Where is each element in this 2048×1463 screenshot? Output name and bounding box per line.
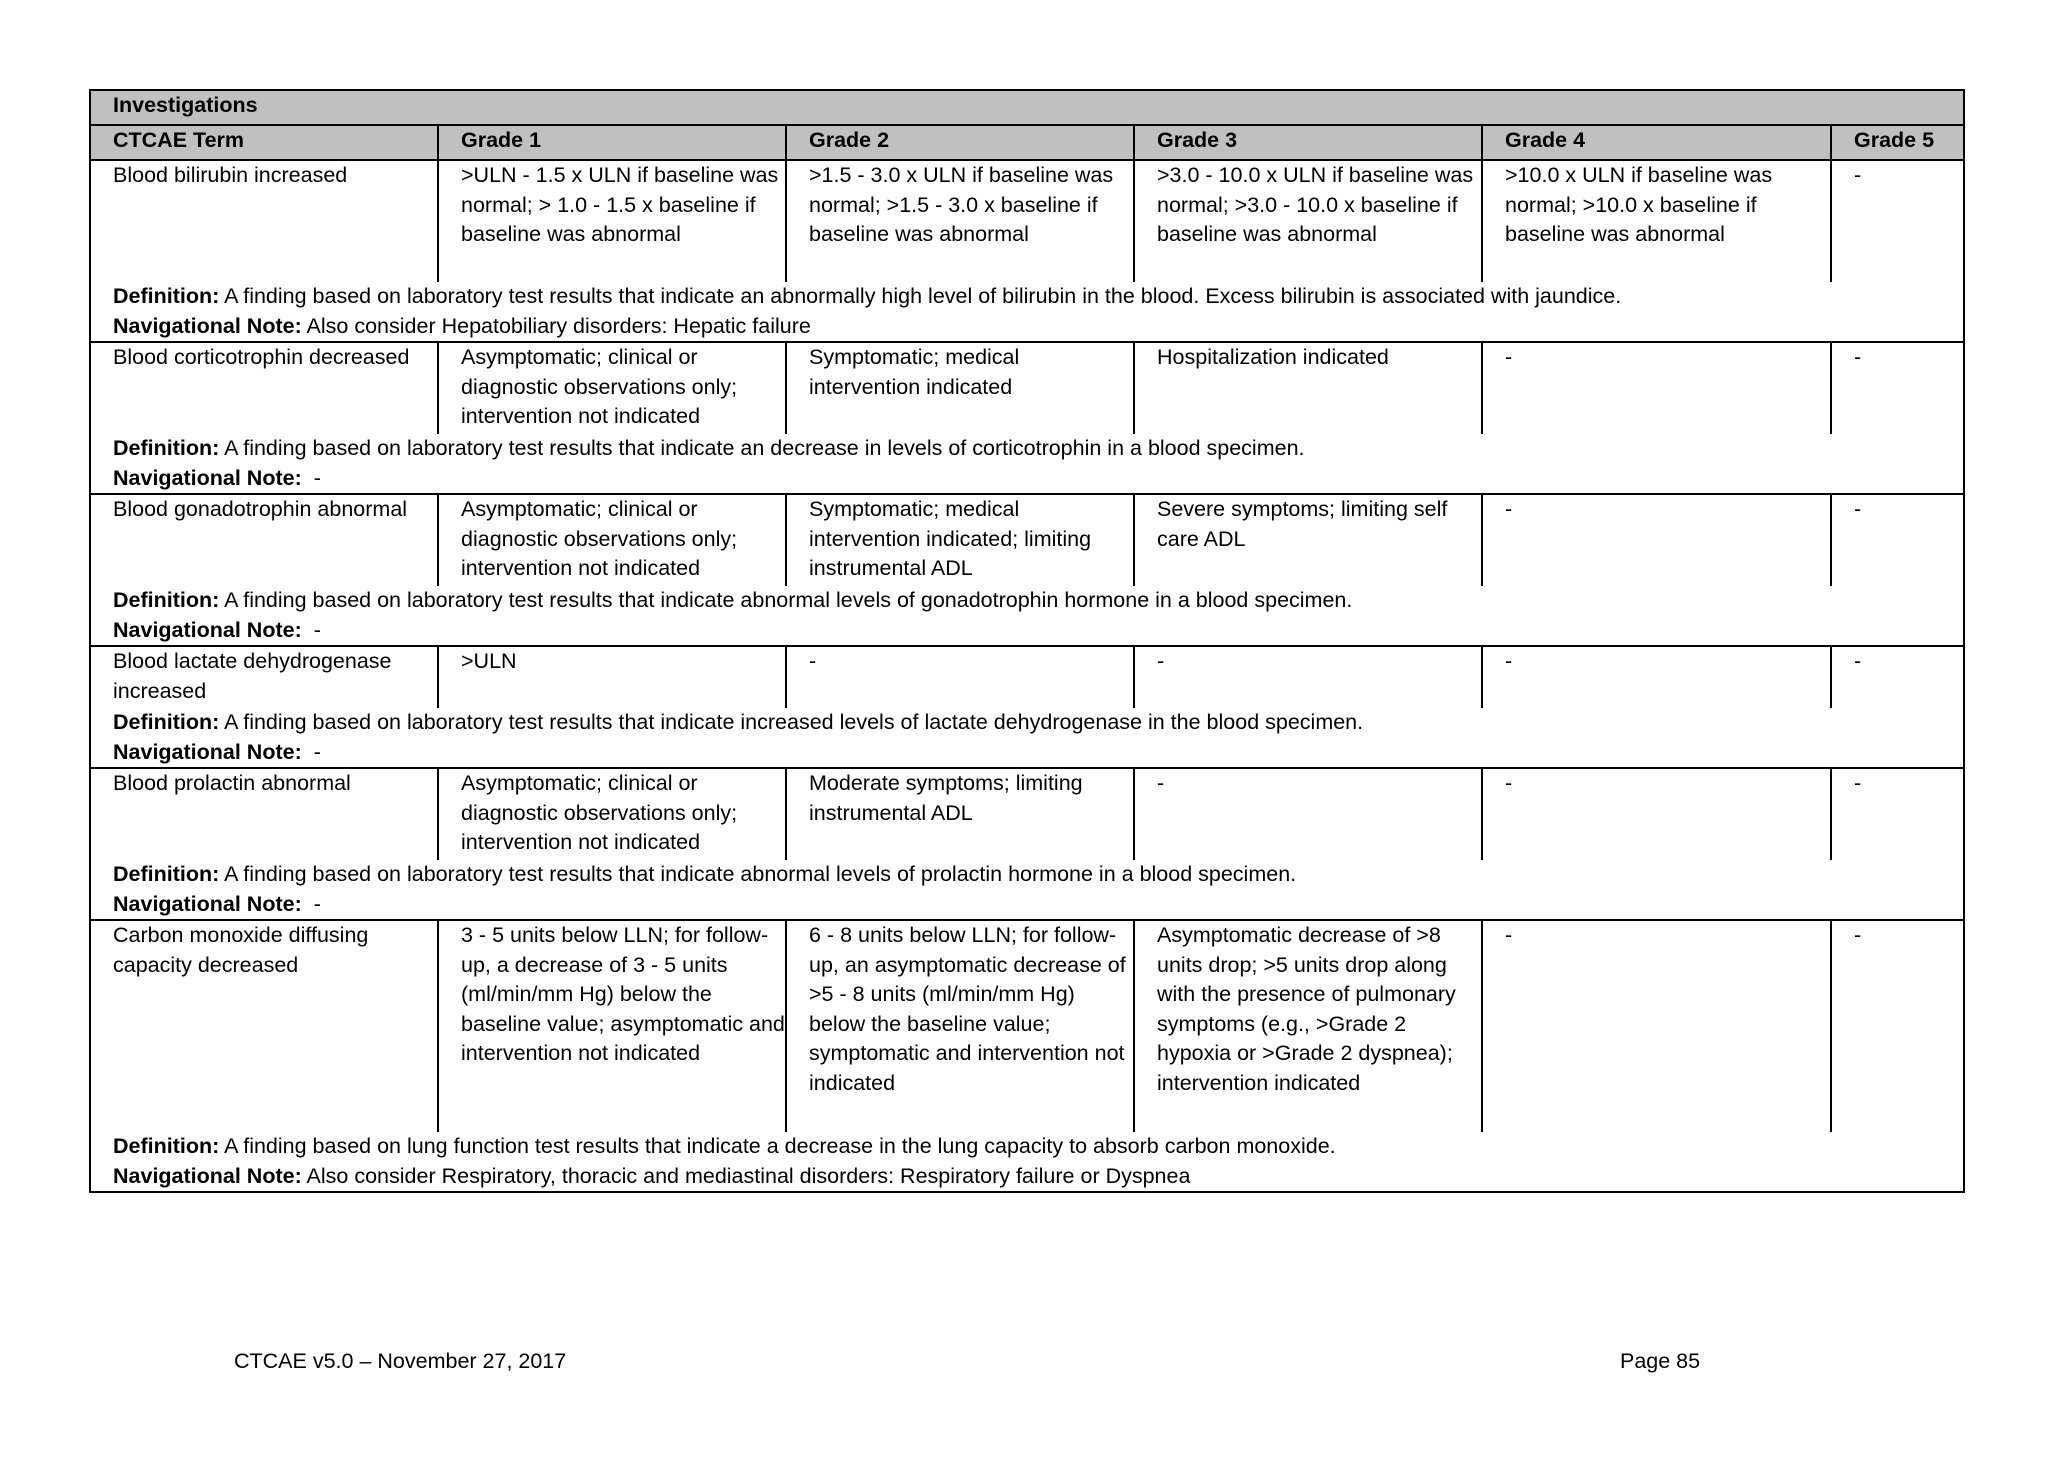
navigational-note-text: - (307, 617, 321, 642)
navigational-note-row (90, 890, 1964, 921)
definition-cell (90, 434, 1964, 464)
table-body (90, 160, 1964, 1192)
grade-3-cell: - (1134, 646, 1482, 708)
definition-label: Definition: (113, 588, 220, 612)
grade-4-cell: - (1482, 768, 1831, 860)
column-header: Grade 4 (1482, 125, 1831, 160)
grade-1-cell: >ULN (438, 646, 786, 708)
definition-row (90, 1132, 1964, 1162)
navigational-note-text: - (307, 739, 321, 764)
navigational-note-cell (90, 464, 1964, 495)
definition-label: Definition: (113, 862, 220, 886)
navigational-note-cell (90, 1162, 1964, 1193)
grade-5-cell: - (1831, 342, 1964, 434)
navigational-note-label: Navigational Note: (113, 465, 302, 490)
ctcae-term-cell: Blood corticotrophin decreased (90, 342, 438, 434)
grade-4-cell: - (1482, 646, 1831, 708)
grade-3-cell: - (1134, 768, 1482, 860)
navigational-note-label: Navigational Note: (113, 313, 302, 338)
section-title: Investigations (90, 90, 1964, 125)
ctcae-investigations-table (89, 89, 1965, 1193)
grade-2-cell: - (786, 646, 1134, 708)
navigational-note-row (90, 464, 1964, 495)
ctcae-term-cell: Blood gonadotrophin abnormal (90, 494, 438, 586)
column-header: CTCAE Term (90, 125, 438, 160)
definition-row (90, 586, 1964, 616)
grade-4-cell: - (1482, 920, 1831, 1132)
column-header: Grade 3 (1134, 125, 1482, 160)
definition-row (90, 708, 1964, 738)
grade-3-cell: Hospitalization indicated (1134, 342, 1482, 434)
navigational-note-cell (90, 890, 1964, 921)
grade-1-cell: Asymptomatic; clinical or diagnostic observations only; intervention not indicated (438, 342, 786, 434)
table-row (90, 160, 1964, 282)
grade-1-cell: 3 - 5 units below LLN; for follow-up, a decrease of 3 - 5 units (ml/min/mm Hg) below the baseline value; asymptomatic and intervention not indicated (438, 920, 786, 1132)
definition-cell (90, 1132, 1964, 1162)
navigational-note-text: Also consider Hepatobiliary disorders: Hepatic failure (306, 313, 811, 338)
grade-5-cell: - (1831, 646, 1964, 708)
table-row (90, 920, 1964, 1132)
navigational-note-row (90, 738, 1964, 769)
navigational-note-label: Navigational Note: (113, 1163, 302, 1188)
definition-text: A finding based on laboratory test results that indicate abnormal levels of gonadotrophin hormone in a blood specimen. (224, 588, 1353, 612)
navigational-note-cell (90, 616, 1964, 647)
table-row (90, 342, 1964, 434)
grade-1-cell: Asymptomatic; clinical or diagnostic observations only; intervention not indicated (438, 768, 786, 860)
ctcae-term-cell: Blood prolactin abnormal (90, 768, 438, 860)
table-row (90, 646, 1964, 708)
definition-label: Definition: (113, 284, 220, 308)
definition-row (90, 282, 1964, 312)
navigational-note-text: - (307, 465, 321, 490)
ctcae-term-cell: Blood lactate dehydrogenase increased (90, 646, 438, 708)
column-header: Grade 5 (1831, 125, 1964, 160)
grade-4-cell: - (1482, 342, 1831, 434)
definition-text: A finding based on laboratory test results that indicate abnormal levels of prolactin hormone in a blood specimen. (224, 862, 1297, 886)
definition-label: Definition: (113, 710, 220, 734)
navigational-note-cell (90, 312, 1964, 343)
grade-4-cell: >10.0 x ULN if baseline was normal; >10.0 x baseline if baseline was abnormal (1482, 160, 1831, 282)
grade-2-cell: Symptomatic; medical intervention indicated; limiting instrumental ADL (786, 494, 1134, 586)
definition-cell (90, 586, 1964, 616)
grade-3-cell: >3.0 - 10.0 x ULN if baseline was normal; >3.0 - 10.0 x baseline if baseline was abnormal (1134, 160, 1482, 282)
navigational-note-label: Navigational Note: (113, 891, 302, 916)
table-row (90, 494, 1964, 586)
grade-3-cell: Asymptomatic decrease of >8 units drop; >5 units drop along with the presence of pulmonary symptoms (e.g., >Grade 2 hypoxia or >Grade 2 dyspnea); intervention indicated (1134, 920, 1482, 1132)
grade-1-cell: >ULN - 1.5 x ULN if baseline was normal; > 1.0 - 1.5 x baseline if baseline was abnormal (438, 160, 786, 282)
grade-5-cell: - (1831, 160, 1964, 282)
grade-1-cell: Asymptomatic; clinical or diagnostic observations only; intervention not indicated (438, 494, 786, 586)
navigational-note-text: - (307, 891, 321, 916)
grade-3-cell: Severe symptoms; limiting self care ADL (1134, 494, 1482, 586)
definition-text: A finding based on laboratory test results that indicate an decrease in levels of corticotrophin in a blood specimen. (224, 436, 1305, 460)
definition-label: Definition: (113, 1134, 220, 1158)
navigational-note-row (90, 312, 1964, 343)
column-header: Grade 2 (786, 125, 1134, 160)
navigational-note-row (90, 616, 1964, 647)
grade-4-cell: - (1482, 494, 1831, 586)
definition-row (90, 860, 1964, 890)
definition-text: A finding based on laboratory test results that indicate an abnormally high level of bilirubin in the blood. Excess bilirubin is associated with jaundice. (224, 284, 1622, 308)
grade-2-cell: Symptomatic; medical intervention indicated (786, 342, 1134, 434)
grade-5-cell: - (1831, 494, 1964, 586)
footer-page-number: Page 85 (1620, 1349, 1701, 1373)
ctcae-term-cell: Blood bilirubin increased (90, 160, 438, 282)
definition-cell (90, 860, 1964, 890)
ctcae-term-cell: Carbon monoxide diffusing capacity decreased (90, 920, 438, 1132)
navigational-note-text: Also consider Respiratory, thoracic and mediastinal disorders: Respiratory failure or Dyspnea (306, 1163, 1191, 1188)
definition-text: A finding based on lung function test results that indicate a decrease in the lung capacity to absorb carbon monoxide. (224, 1134, 1336, 1158)
definition-row (90, 434, 1964, 464)
definition-cell (90, 708, 1964, 738)
grade-5-cell: - (1831, 920, 1964, 1132)
navigational-note-label: Navigational Note: (113, 617, 302, 642)
definition-text: A finding based on laboratory test results that indicate increased levels of lactate dehydrogenase in the blood specimen. (224, 710, 1364, 734)
grade-2-cell: 6 - 8 units below LLN; for follow-up, an asymptomatic decrease of >5 - 8 units (ml/min/mm Hg) below the baseline value; symptomatic and intervention not indicated (786, 920, 1134, 1132)
grade-5-cell: - (1831, 768, 1964, 860)
navigational-note-row (90, 1162, 1964, 1193)
column-header: Grade 1 (438, 125, 786, 160)
column-header-row (90, 125, 1964, 160)
navigational-note-cell (90, 738, 1964, 769)
navigational-note-label: Navigational Note: (113, 739, 302, 764)
definition-cell (90, 282, 1964, 312)
grade-2-cell: Moderate symptoms; limiting instrumental ADL (786, 768, 1134, 860)
grade-2-cell: >1.5 - 3.0 x ULN if baseline was normal; >1.5 - 3.0 x baseline if baseline was abnormal (786, 160, 1134, 282)
definition-label: Definition: (113, 436, 220, 460)
footer-version: CTCAE v5.0 – November 27, 2017 (234, 1349, 567, 1373)
table-row (90, 768, 1964, 860)
